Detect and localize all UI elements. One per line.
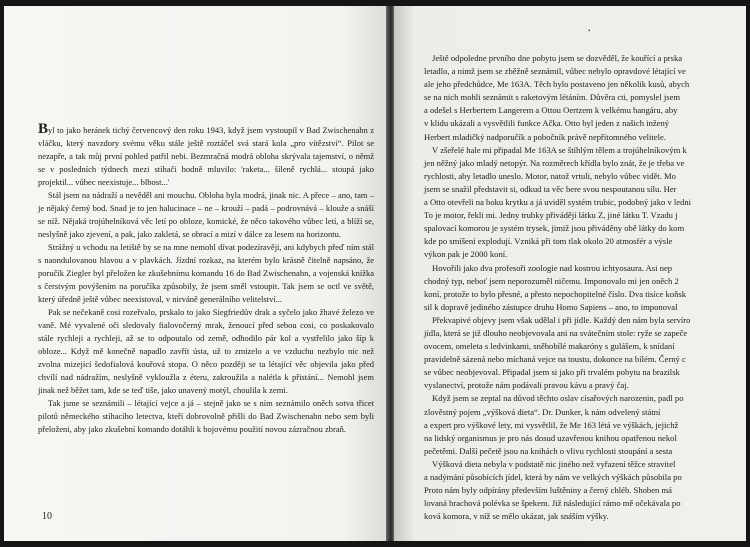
text-line: rychlosti, aby letadlo uneslo. Motor, natož vrtuli, nebylo vůbec vidět. Mo <box>424 170 676 181</box>
text-line: a nadýmání působících jídel, která by nám ve velkých výškách působila po <box>424 472 682 482</box>
text-line: jen něžný jako mladý netopýr. Na rozměrech křídla bylo znát, že je třeba ve <box>424 157 685 168</box>
text-line: Hovořili jako dva profesoři zoologie nad kostrou ichtyosaura. Asi nep <box>432 262 673 273</box>
text-line: se vůbec neobjevoval. Připadal jsem si jako při trvalém pobytu na brazilsk <box>424 367 680 378</box>
text-line: a odešel s Herbertem Langerem a Ottou Oertzem k velkému hangáru, aby <box>424 105 678 116</box>
text-line: Herbert mladičký nadporučík a pobočník právě nepřítomného velitele. <box>424 131 666 142</box>
dropcap: B <box>38 121 49 137</box>
text-line: výkon pak je 2000 koní. <box>424 249 508 260</box>
paragraph <box>38 397 374 436</box>
text-line: jsem se snažil představit si, odkud ta věc bere svou nespoutanou sílu. Her <box>424 183 677 194</box>
paragraph-text: Strážný u vchodu na letiště by se na mne nemohl dívat podezíravěji, ani kdybych přeď ním stál s naondulovanou hlavou a v plavkách. Jízdní rozkaz, na kterém bylo krásně čitelně napsáno, že poručík Ziegler byl přeložen ke zkušebnímu komandu 16 do Bad Zwischenahn, a vojenská knížka s čerstvým povýšením na poručíka způsobily, že jsem směl vstoupit. Tak jsem se octl ve světě, který úředně ještě vůbec neexistoval, v nirváně generálního velitelství... <box>38 242 374 304</box>
paragraph-text: Stál jsem na nádraží a nevěděl ani mouchu. Obloha byla modrá, jinak nic. A přece – ano, tam – je nějaký černý bod. Snad je to jen halucinace – ne – krouží – padá – podrovnává – klouže a snáší se níž. Nějaká trojúhelníková věc letí po obloze, komické, že něco takového vůbec letí, a blíží se, neslyšně jako zjevení, a pak, jako zakletá, se obrací a mizí v dálce za lesem na horizontu. <box>38 190 374 239</box>
paragraph <box>38 189 374 241</box>
text-line: sil k dopravě jediného zástupce druhu Homo Sapiens – ano, to imponoval <box>424 301 678 312</box>
text-line: pečetěmi. Další pečetě jsou na knihách o vlivu rychlosti stoupání a sesta <box>424 445 673 456</box>
left-page <box>4 6 388 541</box>
text-line: lovaná hrachová polévka se špekem. Již následující rámo mě očekávala po <box>424 498 681 509</box>
paragraph-text: Tak jsme se seznámili – létající vejce a já – stejně jako se s ním seznámilo oněch sotva třicet pilotů německého stíhacího letectva, kteří dobrovolně přišli do Bad Zwischenahn nebo sem byli přeloženi, aby jako zkušební komando dotáhli k bojovému použití novou zázračnou zbraň. <box>38 398 374 434</box>
text-line: kde po smíšení explodují. Vzniká při tom tlak okolo 20 atmosfér a výsle <box>424 236 673 247</box>
right-page-text <box>424 52 746 523</box>
paragraph-text: Pak se nečekaně cosi rozeřvalo, prskalo to jako Siegfriedův drak a syčelo jako žhavé železo ve vaně. Mé vyvalené oči sledovaly fialovočerný mrak, ženoucí před sebou cosi, co poskakovalo stále rychleji a rychleji, až se to odpoutalo od země, odhodilo pár kol a vystřelilo jako šíp k obloze... Když mě konečně napadlo zavřít ústa, už to zmizelo a ve vzduchu nezbylo nic než zvolna mizející šedofialová kouřová stopa. O něco později se ta létající věc objevila jako před chvílí nad nádražím, neslyšně vykloužla z éteru, zakroužila a nalétla k přistání... Nemohl jsem jinak než běžet tam, kde se teď tiše, jako unavený motýl, choulila k zemi. <box>38 307 374 395</box>
text-line: Když jsem se zeptal na důvod těchto oslav císařových narozenin, padl po <box>432 393 684 404</box>
paragraph <box>38 306 374 397</box>
text-line: se na nich mohli seznámit s raketovým létáním. Důvěra cti, pomyslel jsem <box>424 92 681 103</box>
text-line: chodný typ, neboť jsem neporozuměl ničemu. Imponovalo mi jen oněch 2 <box>424 275 679 286</box>
page-number: 10 <box>42 511 52 522</box>
text-line: Ještě odpoledne prvního dne pobytu jsem se dozvěděl, že kouřící a prska <box>432 53 683 63</box>
text-line: Výšková dieta nebyla v podstatě nic jiného než vyřazení těžce stravitel <box>432 458 676 469</box>
paragraph <box>38 121 374 189</box>
text-line: a Otto otevřeli na boku krytku a já uviděl systém trubic, podobný jako v ledni <box>424 197 692 208</box>
text-line: v klidu ukázali a vysvětlili funkce Ačka. Otto byl jeden z našich inžený <box>424 118 670 129</box>
text-line: ale jeho předchůdce, Me 163A. Těch bylo postaveno jen několik kusů, abych <box>424 79 690 90</box>
text-line: na lidský organismus je pro nás dosud uzavřenou knihou opatřenou nekol <box>424 432 677 443</box>
text-line: koní, protože to bylo přesné, a přesto nepochopitelné číslo. Dva tisíce koňsk <box>424 288 687 299</box>
left-page-text <box>38 121 374 436</box>
text-line: ková komora, v níž se mělo ukázat, jak snáším výšky. <box>424 511 609 522</box>
text-line: spalovací komorou je systém trysek, jimiž jsou přiváděny obě látky do kom <box>424 223 685 234</box>
text-line: vyslanectví, protože nám podávali pravou kávu a pravý čaj. <box>424 380 629 391</box>
header-mark: • <box>588 27 591 35</box>
text-line: ovocem, omeleta s ledvinkami, sněhobílé makaróny s gulášem, k snídaní <box>424 341 675 352</box>
text-line: To je motor, řekli mi. Jedny trubky přivádějí látku Z, jiné látku T. Vzadu j <box>424 210 678 221</box>
paragraph <box>38 241 374 306</box>
text-line: letadlo, a nimž jsem se zběžně seznámil, vůbec nebylo opravdové létající ve <box>424 66 686 77</box>
text-line: Proto nám byly odpírány především luštěniny a černý chléb. Shoben má <box>424 485 672 496</box>
text-line: V zšeřelé hale mi připadal Me 163A se štíhlým tělem a trojúhelníkovým k <box>432 144 687 155</box>
paragraph-text: yl to jako beránek tichý červencový den roku 1943, když jsem vystoupil v Bad Zwischenahn z vláčku, který navzdory svému věku stále ještě roztáčel svá stará kola „pro vítězství“. Pilot se nezapře, a tak můj první pohled patřil nebi. Bezmračná modrá obloha skrývala tajemství, o němž se v posledních týdnech mezi stíhači hodně mluvilo: 'raketa... šíleně rychlá... stoupá jako projektil... vůbec neexistuje... blbost...' <box>38 125 374 187</box>
text-line: pravidelně sázená nebo míchaná vejce na toustu, dokonce na bílém. Černý c <box>424 354 686 365</box>
text-line: a expert pro výškové lety, mi vysvětlil, že Me 163 létá ve výškách, jejichž <box>424 419 679 430</box>
text-line: jídla, která se již dlouho neobjevovala ani na svátečním stole: ryže se zapeče <box>424 327 688 338</box>
right-page <box>394 6 746 541</box>
text-line: zlověstný pojem „výšková dieta“. Dr. Dunker, k nám odvelený státní <box>424 406 661 417</box>
text-line: Překvapivé objevy jsem však udělal i při jídle. Každý den nám byla servíro <box>432 314 691 325</box>
